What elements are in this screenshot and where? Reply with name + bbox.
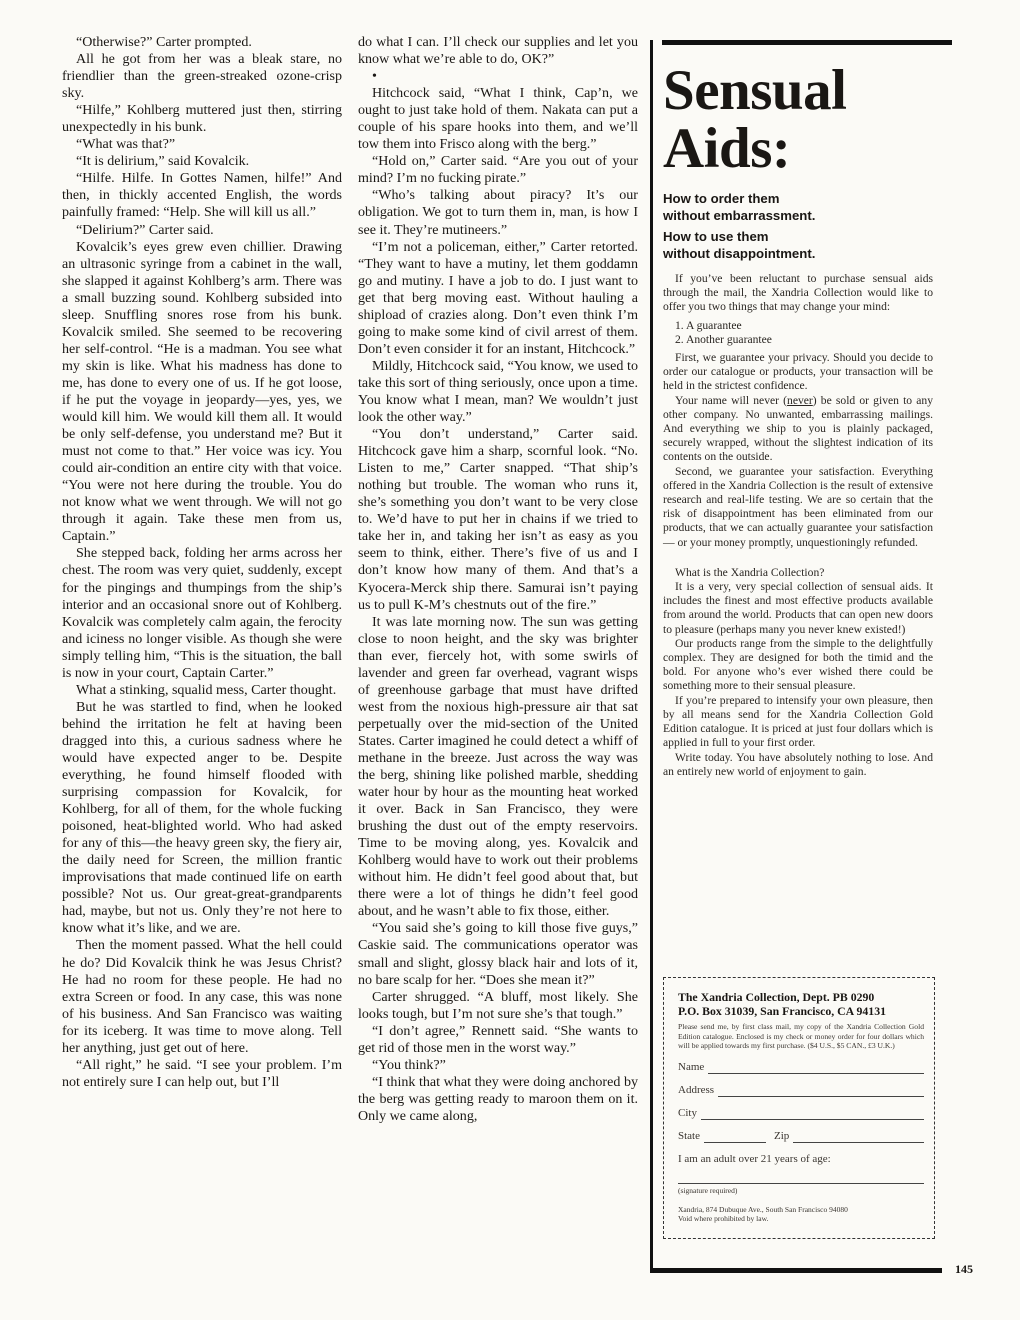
ad-never-underlined: never (787, 393, 813, 407)
ad-sub1b: without embarrassment. (663, 208, 816, 223)
story-paragraph: “It is delirium,” said Kovalcik. (76, 153, 250, 170)
story-column-2-body (358, 85, 638, 1125)
ad-range-paragraph: Our products range from the simple to the delightfully complex. They are designed for both the timid and the bold. For anyone who’s ever wished there could be something more to their sensual pleasure. (663, 636, 933, 693)
advertisement (663, 59, 933, 779)
story-column-1 (62, 34, 342, 1091)
story-paragraph: “You said she’s going to kill those five guys,” Caskie said. The communications operator was small and slight, glossy black hair and lots of it, no bare scalp for her. “Does she mean it?” (358, 920, 638, 988)
ad-question-heading: What is the Xandria Collection? (675, 565, 825, 579)
story-paragraph: “Otherwise?” Carter prompted. (76, 34, 252, 50)
signature-label: (signature required) (678, 1185, 738, 1195)
story-paragraph: do what I can. I’ll check our supplies and let you know what we’re able to do, OK?” (358, 34, 638, 68)
page-number: 145 (955, 1262, 973, 1276)
story-paragraph: “I think that what they were doing anchored by the berg was getting ready to maroon them on it. Only we came along, (358, 1073, 638, 1124)
story-column-2 (358, 34, 638, 1125)
zip-line[interactable] (793, 1132, 924, 1143)
ad-sub2a: How to use them (663, 229, 769, 244)
ad-subheadline (663, 190, 933, 262)
story-paragraph: “You think?” (372, 1056, 446, 1073)
section-separator: • (372, 68, 377, 85)
ad-headline-line2: Aids: (663, 117, 791, 180)
story-paragraph: “I don’t agree,” Rennett said. “She wants to get rid of those men in the worst way.” (358, 1022, 638, 1056)
city-line[interactable] (701, 1109, 924, 1120)
ad-satisfaction-paragraph: Second, we guarantee your satisfaction. Everything offered in the Xandria Collection is the result of extensive research and real-life testing. We are so certain that the risk of disappointment has been eliminated from our products, that we can actually guarantee your satisfaction — or your money promptly, unquestioningly refunded. (663, 464, 933, 549)
state-zip-field[interactable] (678, 1129, 924, 1143)
story-paragraph: Hitchcock said, “What I think, Cap’n, we ought to just take hold of them. Nakata can put a couple of his spare hooks into them, and we’ll tow them into Frisco along with the berg.” (358, 85, 638, 153)
story-paragraph: “Hold on,” Carter said. “Are you out of your mind? I’m no fucking pirate.” (358, 153, 638, 187)
story-paragraph: Then the moment passed. What the hell could he do? Did Kovalcik think he was Jesus Christ? He had no room for these people. He had no extra Screen or food. In any case, this was none of his business. And San Francisco was waiting for its iceberg. It was time to move along. Tell her anything, just get out of here. (62, 937, 342, 1056)
name-field[interactable] (678, 1060, 924, 1074)
ad-write-paragraph: Write today. You have absolutely nothing to lose. And an entirely new world of enjoyment to gain. (663, 750, 933, 778)
ad-list-item-1: 1. A guarantee (675, 318, 742, 332)
order-coupon[interactable] (663, 977, 935, 1239)
story-paragraph: “Hilfe,” Kohlberg muttered just then, stirring unexpectedly in his bunk. (62, 102, 342, 136)
story-paragraph: “Delirium?” Carter said. (76, 221, 214, 238)
ad-body (663, 272, 933, 779)
story-paragraph: What a stinking, squalid mess, Carter thought. (76, 681, 337, 698)
story-paragraph: Mildly, Hitchcock said, “You know, we used to take this sort of thing seriously, once upon a time. You know what I mean, man? We wouldn’t just look the other way.” (358, 357, 638, 426)
name-label: Name (678, 1060, 705, 1073)
ad-name-paragraph: Your name will never (never) be sold or given to any other company. No unwanted, embarrassing mailings. And everything we ship to you is plainly packaged, securely wrapped, without the slightest indication of its contents on the outside. (663, 393, 933, 464)
adult-declaration: I am an adult over 21 years of age: (678, 1152, 831, 1165)
address-label: Address (678, 1083, 715, 1096)
zip-label: Zip (774, 1129, 790, 1142)
city-field[interactable] (678, 1106, 924, 1120)
story-paragraph: “Hilfe. Hilfe. In Gottes Namen, hilfe!” And then, in thickly accented English, the words painfully framed: “Help. She will kill us all.” (62, 170, 342, 221)
story-paragraph: She stepped back, folding her arms across her chest. The room was very quiet, suddenly, except for the pingings and thumpings from the ship’s interior and an occasional snore out of Kohlberg. Kovalcik was completely calm again, the ferocity and iciness no longer visible. As though she were simply telling him, “This is the situation, the ball is now in your court, Captain Carter.” (62, 545, 342, 681)
state-line[interactable] (704, 1132, 766, 1143)
coupon-fine-print: Please send me, by first class mail, my copy of the Xandria Collection Gold Edition catalogue. Enclosed is my check or money order for four dollars which will be applied towards my first purchase. ($4 U.S., $5 CAN., £3 U.K.) (678, 1022, 924, 1051)
ad-privacy-paragraph: First, we guarantee your privacy. Should you decide to order our catalogue or products, your transaction will be held in the strictest confidence. (663, 351, 933, 393)
signature-line[interactable] (678, 1165, 924, 1184)
story-paragraph: All he got from her was a bleak stare, no friendlier than the green-streaked ozone-crisp sky. (62, 51, 342, 102)
ad-list-item-2: 2. Another guarantee (675, 332, 772, 346)
coupon-footer-void: Void where prohibited by law. (678, 1214, 769, 1224)
ad-rule-left (650, 40, 653, 1272)
story-paragraph: Carter shrugged. “A bluff, most likely. She looks tough, but I’m not sure she’s that tough.” (358, 988, 638, 1022)
story-paragraph: “Who’s talking about piracy? It’s our obligation. We got to turn them in, man, is how I see it. They’re mutineers.” (358, 187, 638, 238)
ad-sub2b: without disappointment. (663, 246, 816, 261)
ad-headline-line1: Sensual (663, 59, 847, 122)
ad-sub1a: How to order them (663, 191, 780, 206)
coupon-footer-address: Xandria, 874 Dubuque Ave., South San Francisco 94080 (678, 1204, 848, 1214)
address-field[interactable] (678, 1083, 924, 1097)
ad-rule-bottom (650, 1268, 942, 1273)
ad-what-paragraph: It is a very, very special collection of sensual aids. It includes the finest and most effective products available from around the world. Products that can open new doors to pleasure (perhaps many you never knew existed!) (663, 580, 933, 636)
address-line[interactable] (718, 1086, 924, 1097)
story-paragraph: “You don’t understand,” Carter said. Hitchcock gave him a sharp, scornful look. “No. Listen to me,” Carter snapped. “That ship’s nothing but trouble. The woman who runs it, she’s something you don’t want to be very close to. We’d have to put her in chains if we tried to take her in, and taking her isn’t as easy as you seem to think, either. There’s five of us and I don’t know how many of them. And that’s a Kyocera-Merck ship there. Samurai isn’t paying us to pull K-M’s chestnuts out of the fire.” (358, 426, 638, 613)
story-paragraph: But he was startled to find, when he looked behind the irritation he felt at having been dragged into this, a curious sadness where he would have expected anger to be. Despite everything, he found himself flooded with surprising compassion for Kovalcik, for Kohlberg, for all of them, for the whole fucking poisoned, heat-blighted world. Who had asked for any of this—the heavy green sky, the fiery air, the daily need for Screen, the million frantic improvisations that made continued life on earth possible? Not us. Our great-great-grandparents had, maybe, but not us. Only they’re not here to know what it’s like, and we are. (62, 698, 342, 937)
story-paragraph: “All right,” he said. “I see your problem. I’m not entirely sure I can help out, but I’ll (62, 1056, 342, 1090)
story-paragraph: “What was that?” (76, 136, 176, 153)
coupon-address-line2: P.O. Box 31039, San Francisco, CA 94131 (678, 1004, 886, 1018)
ad-gold-paragraph: If you’re prepared to intensify your own pleasure, then by all means send for the Xandria Collection Gold Edition catalogue. It is priced at just four dollars which is applied in full to your first order. (663, 693, 933, 750)
story-paragraph: It was late morning now. The sun was getting close to noon height, and the sky was brighter than ever, fiercely hot, with some swirls of lavender and green far overhead, vagrant wisps of greenhouse garbage that must have drifted west from the noxious high-pressure air that sat perpetually over the mid-section of the United States. Carter imagined he could detect a whiff of methane in the breeze. Just across the way was the berg, shining like polished marble, shedding water hour by hour as the mounting heat worked it over. Back in San Francisco, they were brushing the dust out of the empty reservoirs. Time to be moving along, yes. Kovalcik and Kohlberg would have to work out their problems without him. He didn’t feel good about that, but there were a lot of things he didn’t feel good about, and he wasn’t able to fix those, either. (358, 613, 638, 920)
coupon-address-line1: The Xandria Collection, Dept. PB 0290 (678, 990, 875, 1004)
ad-rule-top (662, 40, 952, 45)
ad-intro: If you’ve been reluctant to purchase sensual aids through the mail, the Xandria Collection would like to offer you two things that may change your mind: (663, 272, 933, 314)
city-label: City (678, 1106, 697, 1119)
ad-headline (663, 59, 933, 180)
story-paragraph: “I’m not a policeman, either,” Carter retorted. “They want to have a mutiny, let them goddamn go and mutiny. I have a job to do. I just want to get that berg moving east. Without hauling a shipload of crazies along. Don’t even think I’m going to make some kind of civil arrest of them. Don’t even consider it for an instant, Hitchcock.” (358, 238, 638, 357)
name-line[interactable] (708, 1063, 924, 1074)
state-label: State (678, 1129, 700, 1142)
story-paragraph: Kovalcik’s eyes grew even chillier. Drawing an ultrasonic syringe from a cabinet in the wall, she slapped it against Kohlberg’s arm. There was a small buzzing sound. Kohlberg subsided into sleep. Snuffling snores rose from his bunk. Kovalcik smiled. She seemed to be recovering her self-control. “He is a madman. You see what my skin is like. What his madness has done to me, has done to every one of us. If he got loose, if he put the voyage in jeopardy—yes, yes, we would kill him. We would kill them all. It would be only self-defense, you understand me? But it must not come to that.” Her voice was icy. You could air-condition an entire city with that voice. “You were not here during the trouble. You do not know what we went through. We will not go through it again. Take these men from us, Captain.” (62, 238, 342, 545)
